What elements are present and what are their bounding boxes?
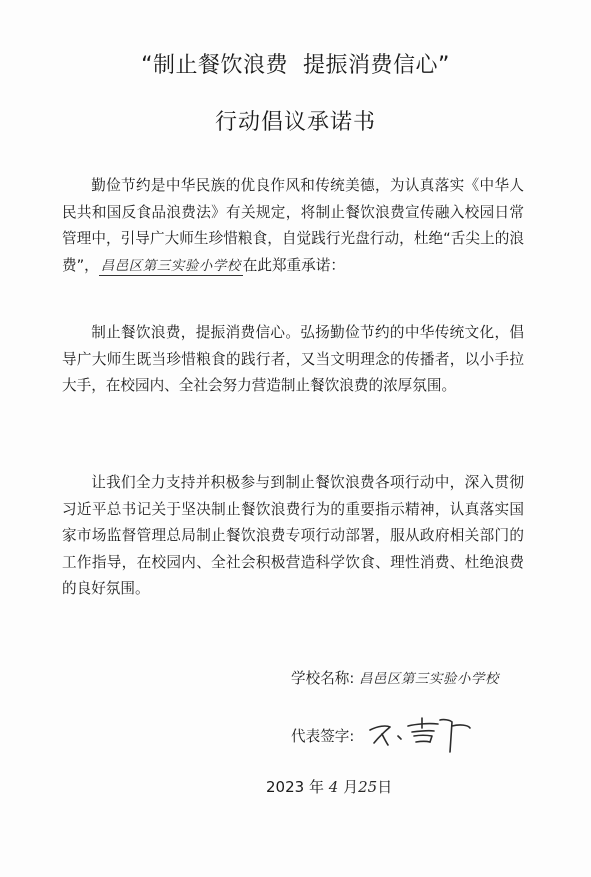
paragraph-2: 制止餐饮浪费，提振消费信心。弘扬勤俭节约的中华传统文化，倡导广大师生既当珍惜粮食的践行者，又当文明理念的传播者，以小手拉大手，在校园内、全社会努力营造制止餐饮浪费的浓厚氛围。 [62, 324, 524, 394]
date-month-unit: 月 [343, 778, 359, 796]
date-month: 4 [328, 778, 339, 796]
paragraph-3: 让我们全力支持并积极参与到制止餐饮浪费各项行动中，深入贯彻习近平总书记关于坚决制止餐饮浪费行为的重要指示精神，认真落实国家市场监督管理总局制止餐饮浪费专项行动部署，服从政府相关部门的工作指导，在校园内、全社会积极营造科学饮食、理性消费、杜绝浪费的良好氛围。 [62, 474, 524, 597]
date-day-unit: 日 [377, 778, 393, 796]
school-name-row [291, 667, 499, 688]
date-year: 2023 [266, 778, 305, 796]
representative-row [291, 725, 354, 746]
school-name-label: 学校名称: [291, 670, 355, 687]
paragraph-1 [62, 173, 524, 279]
date-day: 25 [358, 778, 378, 796]
document-title-line1: “制止餐饮浪费 提振消费信心” [141, 53, 450, 78]
representative-label: 代表签字: [291, 728, 355, 745]
paragraph-1-text-after: 在此郑重承诺： [242, 256, 345, 274]
document-title-line2: 行动倡议承诺书 [214, 110, 376, 135]
school-name-handwritten: 昌邑区第三实验小学校 [358, 671, 499, 687]
handwritten-school-name: 昌邑区第三实验小学校 [100, 257, 241, 274]
date-row [266, 776, 392, 797]
date-year-unit: 年 [308, 778, 324, 796]
paragraph-1-text: 勤俭节约是中华民族的优良作风和传统美德，为认真落实《中华人民共和国反食品浪费法》有关规定，将制止餐饮浪费宣传融入校园日常管理中，引导广大师生珍惜粮食，自觉践行光盘行动，杜绝“舌尖上的浪费”， [62, 177, 524, 274]
handwritten-signature [364, 712, 474, 756]
